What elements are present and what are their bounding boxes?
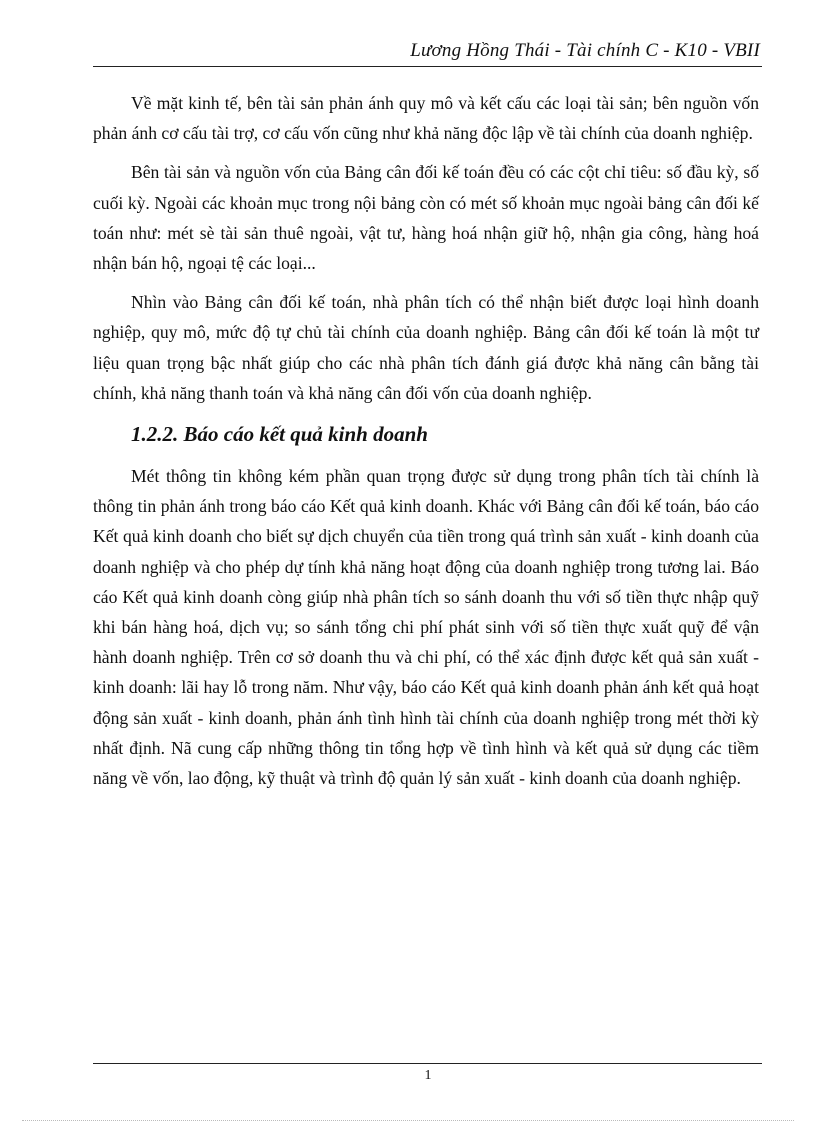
page-number: 1 [424, 1068, 432, 1083]
paragraph-economic-view: Về mặt kinh tế, bên tài sản phản ánh quy mô và kết cấu các loại tài sản; bên nguồn vốn phản ánh cơ cấu tài trợ, cơ cấu vốn cũng như khả năng độc lập về tài chính của doanh nghiệp. [93, 93, 759, 144]
paragraph-balance-columns: Bên tài sản và nguồn vốn của Bảng cân đối kế toán đều có các cột chỉ tiêu: số đầu kỳ, số cuối kỳ. Ngoài các khoản mục trong nội bảng còn có mét số khoản mục ngoài bảng cân đối kế toán như: mét sè tài sản thuê ngoài, vật tư, hàng hoá nhận giữ hộ, nhận gia công, hàng hoá nhận bán hộ, ngoại tệ các loại... [93, 162, 759, 274]
page-header: Lương Hồng Thái - Tài chính C - K10 - VBII [410, 40, 760, 61]
page-bottom-border [22, 1120, 794, 1121]
section-heading: 1.2.2. Báo cáo kết quả kinh doanh [131, 422, 428, 447]
paragraph-income-statement: Mét thông tin không kém phần quan trọng được sử dụng trong phân tích tài chính là thông tin phản ánh trong báo cáo Kết quả kinh doanh. Khác với Bảng cân đối kế toán, báo cáo Kết quả kinh doanh cho biết sự dịch chuyển của tiền trong quá trình sản xuất - kinh doanh của doanh nghiệp và cho phép dự tính khả năng hoạt động của doanh nghiệp trong tương lai. Báo cáo Kết quả kinh doanh còng giúp nhà phân tích so sánh doanh thu với số tiền thực nhập quỹ khi bán hàng hoá, dịch vụ; so sánh tổng chi phí phát sinh với số tiền thực xuất quỹ để vận hành doanh nghiệp. Trên cơ sở doanh thu và chi phí, có thể xác định được kết quả sản xuất - kinh doanh: lãi hay lỗ trong năm. Như vậy, báo cáo Kết quả kinh doanh phản ánh kết quả hoạt động sản xuất - kinh doanh, phản ánh tình hình tài chính của doanh nghiệp trong mét thời kỳ nhất định. Nã cung cấp những thông tin tổng hợp về tình hình và kết quả sử dụng các tiềm năng về vốn, lao động, kỹ thuật và trình độ quản lý sản xuất - kinh doanh của doanh nghiệp. [93, 466, 759, 789]
header-divider [93, 66, 762, 67]
footer-divider [93, 1063, 762, 1064]
paragraph-balance-analysis: Nhìn vào Bảng cân đối kế toán, nhà phân tích có thể nhận biết được loại hình doanh nghiệp, quy mô, mức độ tự chủ tài chính của doanh nghiệp. Bảng cân đối kế toán là một tư liệu quan trọng bậc nhất giúp cho các nhà phân tích đánh giá được khả năng cân bằng tài chính, khả năng thanh toán và khả năng cân đối vốn của doanh nghiệp. [93, 292, 759, 403]
document-body [93, 88, 759, 802]
